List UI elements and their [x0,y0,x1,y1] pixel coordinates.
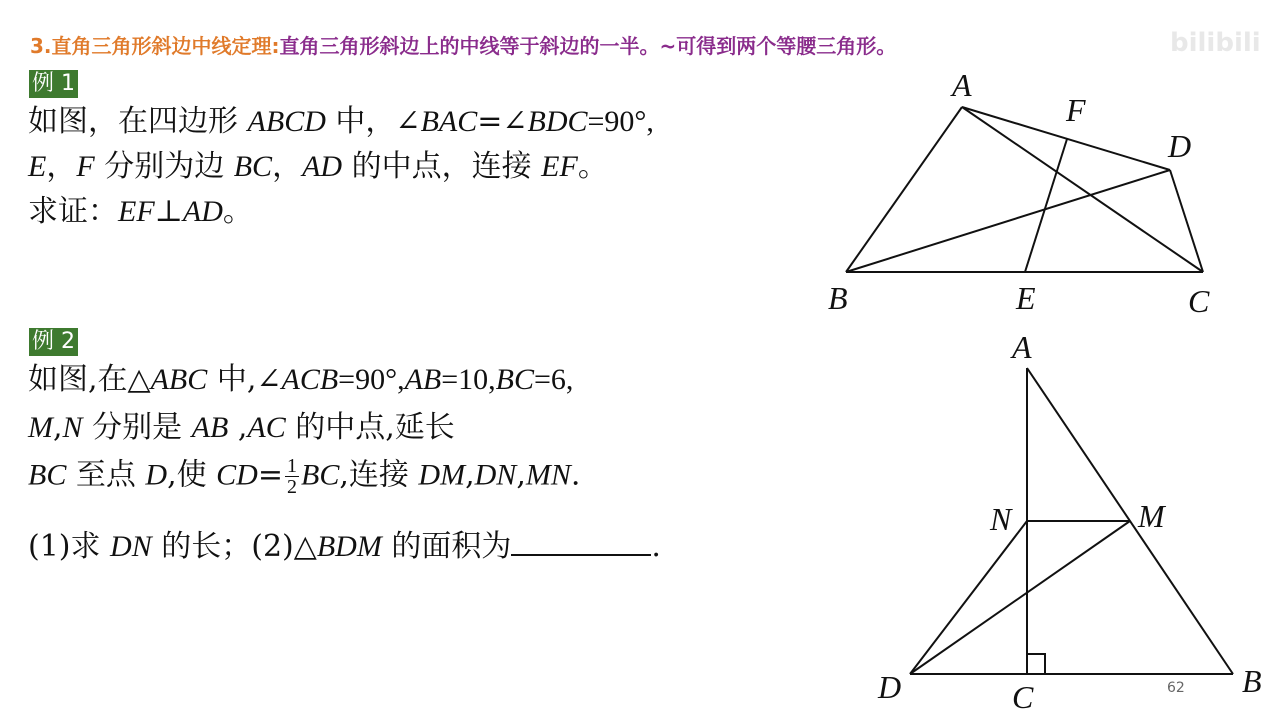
fig2-label-A: A [1012,329,1032,365]
example-2-line-1: 如图,在△ABC 中,∠ACB=90°,AB=10,BC=6, [28,362,574,397]
fig1-label-C: C [1188,283,1210,319]
fig2-label-D: D [878,669,902,705]
segment-DN [910,521,1027,674]
fig2-label-B: B [1242,663,1262,699]
fig1-label-E: E [1016,280,1036,316]
fig1-label-B: B [828,280,848,316]
theorem-name: 3.直角三角形斜边中线定理: [30,34,280,58]
example-1-tag: 例 1 [29,70,78,98]
example-1-line-1: 如图，在四边形 ABCD 中，∠BAC=∠BDC=90°, [28,104,654,139]
page-number: 62 [1167,680,1185,696]
example-1-line-2: E，F 分别为边 BC，AD 的中点，连接 EF。 [28,149,608,184]
bilibili-watermark: bilibili [1170,28,1261,58]
example-2-line-2: M,N 分别是 AB ,AC 的中点,延长 [28,410,455,445]
fig1-label-D: D [1168,128,1192,164]
right-angle-mark [1027,654,1045,674]
fig2-label-C: C [1012,679,1034,715]
fig1-label-F: F [1066,92,1086,128]
segment-DM [910,521,1130,674]
fraction-one-half: $\frac{1}{2}$ [287,455,297,498]
fig1-label-A: A [952,67,972,103]
fig2-label-M: M [1138,498,1165,534]
example-2-line-3: BC 至点 D,使 CD= $\frac{1}{2}$ BC,连接 DM,DN,MN. [28,455,581,498]
example-2-tag: 例 2 [29,328,78,356]
example-2-line-4: (1)求 DN 的长；(2)△BDM 的面积为 . [28,529,661,564]
example-1-line-3: 求证：EF⊥AD。 [28,194,253,229]
fig2-label-N: N [990,501,1012,537]
theorem-statement: 直角三角形斜边上的中线等于斜边的一半。~可得到两个等腰三角形。 [279,34,897,58]
